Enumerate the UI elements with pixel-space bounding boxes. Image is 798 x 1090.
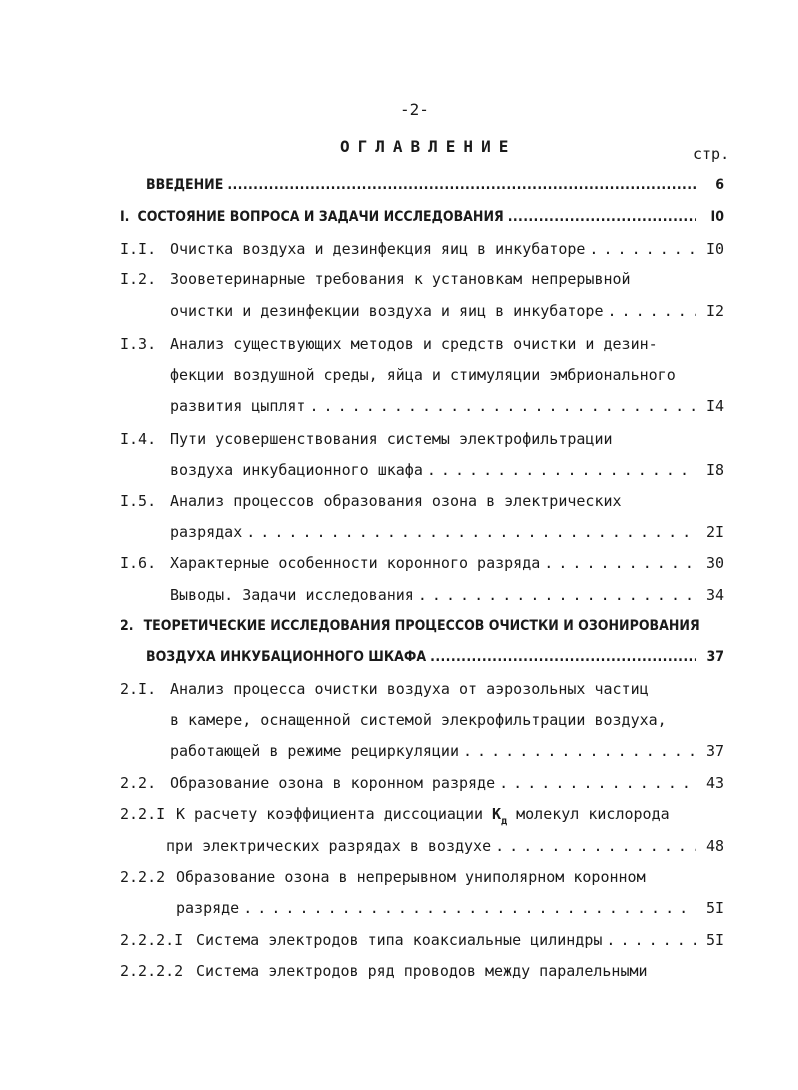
leader-dots: [589, 238, 696, 260]
entry-text: развития цыплят: [170, 397, 306, 415]
leader-dots: [430, 646, 696, 668]
toc-entry-section-1: [120, 206, 724, 228]
toc-entry-section-2-cont: [146, 646, 724, 668]
entry-page: I2: [705, 302, 724, 320]
toc-entry-2-1-cont: [170, 709, 724, 731]
entry-page: 5I: [705, 899, 724, 917]
toc-entry-2-2: [120, 772, 724, 794]
leader-dots: [607, 300, 696, 322]
page-number: -2-: [400, 100, 429, 119]
entry-text: Очистка воздуха и дезинфекция яиц в инкубаторе: [170, 240, 586, 258]
entry-text: воздуха инкубационного шкафа: [170, 461, 423, 479]
toc-entry-1-5-cont: [170, 521, 724, 543]
symbol-k: К: [492, 805, 502, 823]
leader-dots: [495, 835, 696, 857]
toc-entry-section-2: [120, 615, 724, 637]
entry-page: 34: [705, 586, 724, 604]
entry-number: I.2.: [120, 270, 157, 288]
entry-number: I.I.: [120, 240, 157, 258]
entry-text: Система электродов ряд проводов между паралельными: [196, 962, 648, 980]
toc-entry-2-1: [120, 678, 724, 700]
leader-dots: [544, 552, 696, 574]
toc-entry-1-4: [120, 428, 724, 450]
toc-entry-2-2-2: [120, 866, 724, 888]
toc-entry-1-2-cont: [170, 300, 724, 322]
entry-text: Система электродов типа коаксиальные цилиндры: [196, 931, 603, 949]
toc-heading: ОГЛАВЛЕНИЕ: [340, 137, 517, 156]
entry-text: Образование озона в коронном разряде: [170, 774, 496, 792]
page-column-label: стр.: [693, 145, 730, 163]
entry-page: 6: [715, 177, 724, 193]
symbol-subscript: д: [501, 816, 508, 827]
entry-text: Пути усовершенствования системы электрофильтрации: [170, 430, 613, 448]
entry-page: 5I: [705, 931, 724, 949]
toc-entry-1-5: [120, 490, 724, 512]
toc-entry-2-1-cont2: [170, 740, 724, 762]
entry-number: 2.2.2.2: [120, 962, 184, 980]
entry-page: I0: [710, 209, 724, 225]
entry-text: Зооветеринарные требования к установкам непрерывной: [170, 270, 631, 288]
entry-text: ВОЗДУХА ИНКУБАЦИОННОГО ШКАФА: [146, 649, 427, 665]
entry-number: 2.: [120, 618, 134, 634]
entry-page: 30: [705, 554, 724, 572]
leader-dots: [463, 740, 696, 762]
toc-entry-1-4-cont: [170, 459, 724, 481]
entry-text: Характерные особенности коронного разряда: [170, 554, 541, 572]
entry-text: очистки и дезинфекции воздуха и яиц в инкубаторе: [170, 302, 604, 320]
toc-entry-introduction: [146, 174, 724, 196]
entry-number: I.6.: [120, 554, 157, 572]
entry-text: разряде: [176, 899, 240, 917]
entry-number: 2.2.2.I: [120, 931, 184, 949]
toc-entry-2-2-1-cont: [166, 835, 724, 857]
toc-entry-2-2-2-1: [120, 929, 724, 951]
entry-text: ТЕОРЕТИЧЕСКИЕ ИССЛЕДОВАНИЯ ПРОЦЕССОВ ОЧИСТКИ И ОЗОНИРОВАНИЯ: [143, 618, 700, 634]
toc-entry-1-2: [120, 268, 724, 290]
entry-page: 37: [705, 742, 724, 760]
entry-page: 37: [706, 649, 724, 665]
entry-number: 2.2.I: [120, 805, 166, 823]
leader-dots: [309, 395, 696, 417]
entry-page: I4: [705, 397, 724, 415]
entry-text: Анализ процессов образования озона в электрических: [170, 492, 622, 510]
entry-text: Образование озона в непрерывном униполярном коронном: [176, 868, 646, 886]
entry-number: I.: [120, 209, 130, 225]
toc-entry-1-1: [120, 238, 724, 260]
entry-text: К расчету коэффициента диссоциации: [176, 805, 484, 823]
entry-text-after: молекул кислорода: [516, 805, 670, 823]
leader-dots: [418, 584, 696, 606]
entry-page: 2I: [705, 523, 724, 541]
toc-entry-1-3: [120, 333, 724, 355]
toc-entry-2-2-1: [120, 803, 724, 825]
toc-entry-1-3-cont: [170, 364, 724, 386]
entry-page: I0: [705, 240, 724, 258]
toc-entry-2-2-2-cont: [176, 897, 724, 919]
entry-text: ВВЕДЕНИЕ: [146, 177, 224, 193]
leader-dots: [499, 772, 696, 794]
entry-number: 2.2.2: [120, 868, 166, 886]
entry-number: I.4.: [120, 430, 157, 448]
entry-text: в камере, оснащенной системой элекрофильтрации воздуха,: [170, 711, 667, 729]
entry-text: разрядах: [170, 523, 243, 541]
entry-page: I8: [705, 461, 724, 479]
entry-number: 2.I.: [120, 680, 157, 698]
entry-text: работающей в режиме рециркуляции: [170, 742, 459, 760]
leader-dots: [606, 929, 696, 951]
entry-number: I.5.: [120, 492, 157, 510]
entry-page: 48: [705, 837, 724, 855]
entry-text: фекции воздушной среды, яйца и стимуляции эмбрионального: [170, 366, 676, 384]
toc-entry-conclusions: [170, 584, 724, 606]
toc-entry-1-6: [120, 552, 724, 574]
leader-dots: [508, 206, 696, 228]
toc-entry-1-3-cont2: [170, 395, 724, 417]
entry-text: СОСТОЯНИЕ ВОПРОСА И ЗАДАЧИ ИССЛЕДОВАНИЯ: [137, 209, 504, 225]
leader-dots: [246, 521, 696, 543]
entry-text: Анализ существующих методов и средств очистки и дезин-: [170, 335, 658, 353]
entry-text: Выводы. Задачи исследования: [170, 586, 414, 604]
leader-dots: [227, 174, 696, 196]
toc-entry-2-2-2-2: [120, 960, 724, 982]
entry-page: 43: [705, 774, 724, 792]
leader-dots: [427, 459, 696, 481]
leader-dots: [243, 897, 696, 919]
entry-number: I.3.: [120, 335, 157, 353]
entry-text: при электрических разрядах в воздухе: [166, 837, 492, 855]
coefficient-symbol: [492, 803, 507, 828]
entry-number: 2.2.: [120, 774, 157, 792]
entry-text: Анализ процесса очистки воздуха от аэрозольных частиц: [170, 680, 649, 698]
